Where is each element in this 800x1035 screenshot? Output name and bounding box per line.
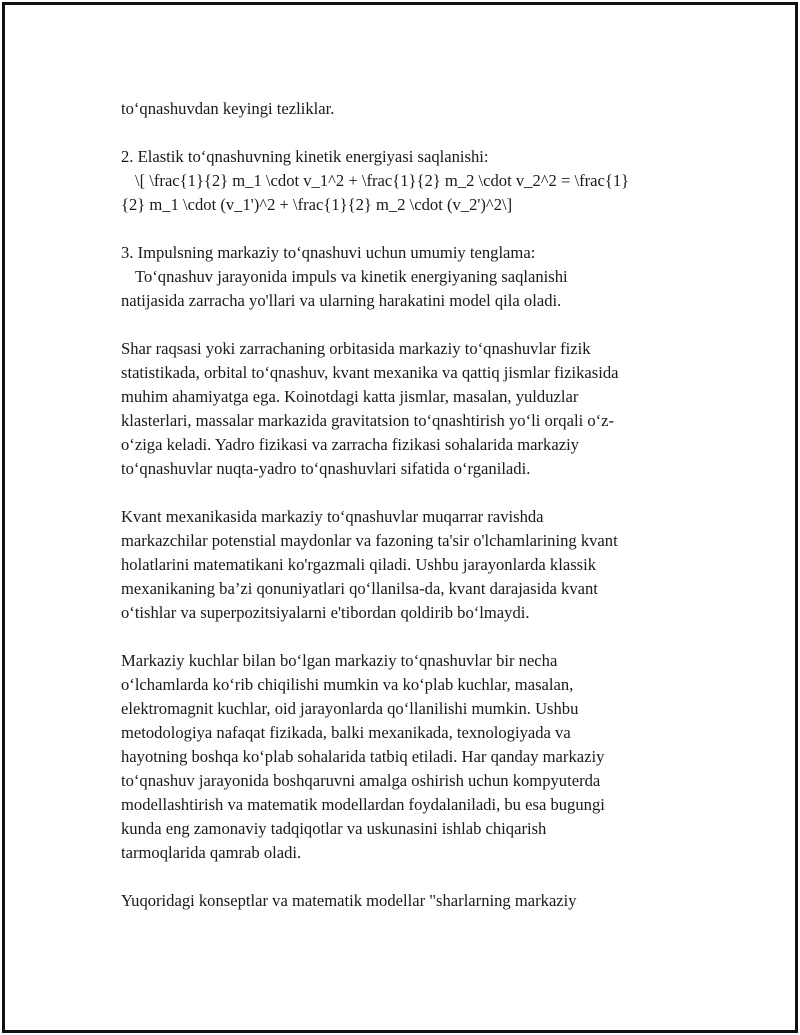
text-line: natijasida zarracha yo'llari va ularning harakatini model qila oladi. [121,291,562,310]
text-line: statistikada, orbital to‘qnashuv, kvant mexanika va qattiq jismlar fizikasida [121,363,619,382]
text-line: Markaziy kuchlar bilan bo‘lgan markaziy to‘qnashuvlar bir necha [121,651,558,670]
text-line: kunda eng zamonaviy tadqiqotlar va uskunasini ishlab chiqarish [121,819,547,838]
text-line: Yuqoridagi konseptlar va matematik modellar "sharlarning markaziy [121,891,577,910]
paragraph-orbital-collisions [121,337,681,481]
page-frame [2,2,798,1033]
text-line: Kvant mexanikasida markaziy to‘qnashuvlar muqarrar ravishda [121,507,544,526]
paragraph-energy-conservation [121,145,681,217]
text-line: klasterlari, massalar markazida gravitatsion to‘qnashtirish yo‘li orqali o‘z- [121,411,615,430]
text-line: markazchilar potenstial maydonlar va fazoning ta'sir o'lchamlarining kvant [121,531,618,550]
text-line: modellashtirish va matematik modellardan foydalaniladi, bu esa bugungi [121,795,605,814]
paragraph-velocities [121,97,681,121]
paragraph-central-forces [121,649,681,865]
text-line: o‘tishlar va superpozitsiyalarni e'tibordan qoldirib bo‘lmaydi. [121,603,530,622]
document-body [121,97,681,937]
text-line: to‘qnashuv jarayonida boshqaruvni amalga oshirish uchun kompyuterda [121,771,601,790]
text-line: Shar raqsasi yoki zarrachaning orbitasida markaziy to‘qnashuvlar fizik [121,339,591,358]
text-line: mexanikaning ba’zi qonuniyatlari qo‘llanilsa-da, kvant darajasida kvant [121,579,598,598]
list-item-heading: 2. Elastik to‘qnashuvning kinetik energiyasi saqlanishi: [121,147,489,166]
paragraph-quantum-mechanics [121,505,681,625]
text-line: tarmoqlarida qamrab oladi. [121,843,302,862]
text-line: elektromagnit kuchlar, oid jarayonlarda qo‘llanilishi mumkin. Ushbu [121,699,579,718]
paragraph-general-equation [121,241,681,313]
text-line: holatlarini matematikani ko'rgazmali qiladi. Ushbu jarayonlarda klassik [121,555,597,574]
text-line: muhim ahamiyatga ega. Koinotdagi katta jismlar, masalan, yulduzlar [121,387,579,406]
text-line: metodologiya nafaqat fizikada, balki mexanikada, texnologiyada va [121,723,571,742]
text-line: to‘qnashuvdan keyingi tezliklar. [121,99,335,118]
paragraph-conclusion [121,889,681,913]
formula-line: {2} m_1 \cdot (v_1')^2 + \frac{1}{2} m_2 \cdot (v_2')^2\] [121,195,513,214]
text-line: o‘lchamlarda ko‘rib chiqilishi mumkin va ko‘plab kuchlar, masalan, [121,675,574,694]
list-item-heading: 3. Impulsning markaziy to‘qnashuvi uchun umumiy tenglama: [121,243,536,262]
text-line: To‘qnashuv jarayonida impuls va kinetik energiyaning saqlanishi [135,267,568,286]
text-line: to‘qnashuvlar nuqta-yadro to‘qnashuvlari sifatida o‘rganiladi. [121,459,531,478]
text-line: o‘ziga keladi. Yadro fizikasi va zarracha fizikasi sohalarida markaziy [121,435,579,454]
text-line: hayotning boshqa ko‘plab sohalarida tatbiq etiladi. Har qanday markaziy [121,747,605,766]
formula-line: \[ \frac{1}{2} m_1 \cdot v_1^2 + \frac{1}{2} m_2 \cdot v_2^2 = \frac{1} [135,171,630,190]
